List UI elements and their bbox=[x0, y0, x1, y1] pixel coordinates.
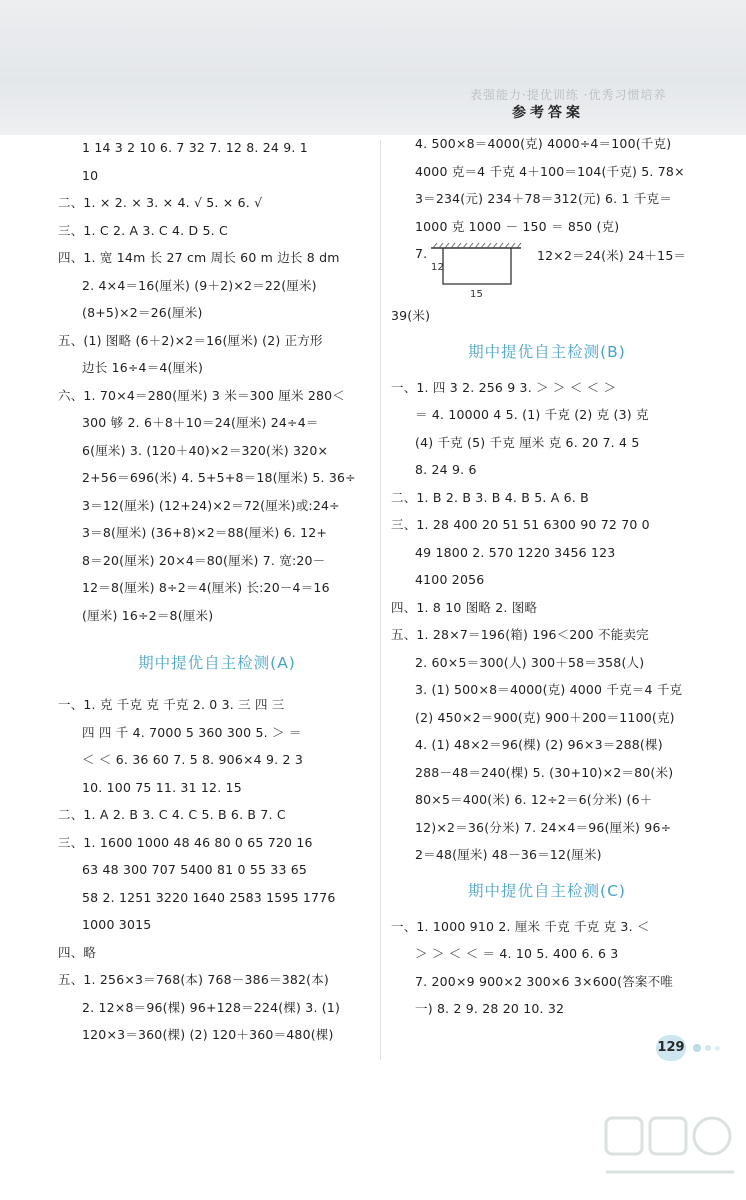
answer-line: (2) 450×2＝900(克) 900＋200＝1100(克) bbox=[415, 709, 675, 725]
answer-line: 边长 16÷4＝4(厘米) bbox=[82, 360, 204, 375]
answer-line: 四、1. 宽 14m 长 27 cm 周长 60 m 边长 8 dm bbox=[58, 250, 340, 265]
answer-line: 3＝234(元) 234＋78＝312(元) 6. 1 千克＝ bbox=[415, 191, 672, 206]
answer-line: 三、1. C 2. A 3. C 4. D 5. C bbox=[58, 222, 228, 238]
answer-line: 49 1800 2. 570 1220 3456 123 bbox=[415, 544, 616, 560]
answer-line: 10 bbox=[82, 167, 99, 183]
answer-line: 63 48 300 707 5400 81 0 55 33 65 bbox=[82, 862, 308, 877]
figure-question-label: 7. bbox=[415, 246, 428, 261]
answer-line: 二、1. B 2. B 3. B 4. B 5. A 6. B bbox=[391, 489, 589, 505]
answer-line: 6(厘米) 3. (120＋40)×2＝320(米) 320× bbox=[82, 442, 329, 458]
answer-line: 2+56＝696(米) 4. 5+5+8＝18(厘米) 5. 36÷ bbox=[82, 470, 356, 485]
answer-line: (厘米) 16÷2＝8(厘米) bbox=[82, 607, 214, 623]
answer-line: 一、1. 克 千克 克 千克 2. 0 3. 三 四 三 bbox=[58, 697, 285, 712]
answer-line: 2＝48(厘米) 48－36＝12(厘米) bbox=[415, 847, 602, 862]
answer-line: 10. 100 75 11. 31 12. 15 bbox=[82, 779, 242, 795]
answer-line: 4. 500×8＝4000(克) 4000÷4＝100(千克) bbox=[415, 136, 672, 151]
answer-line: 三、1. 28 400 20 51 51 6300 90 72 70 0 bbox=[391, 517, 650, 532]
answer-line: 4. (1) 48×2＝96(棵) (2) 96×3＝288(棵) bbox=[415, 737, 663, 752]
decorative-dot bbox=[715, 1046, 720, 1051]
answer-line: 一、1. 四 3 2. 256 9 3. ＞ ＞ ＜ ＜ ＞ bbox=[391, 379, 617, 395]
answer-line: 1000 3015 bbox=[82, 917, 152, 932]
column-divider bbox=[380, 140, 381, 1060]
answer-line: 五、1. 28×7＝196(箱) 196＜200 不能卖完 bbox=[391, 627, 649, 642]
watermark-logo bbox=[600, 1112, 740, 1192]
answer-line: 五、1. 256×3＝768(本) 768－386＝382(本) bbox=[58, 972, 329, 987]
answer-line: 1000 克 1000 － 150 ＝ 850 (克) bbox=[415, 218, 620, 234]
answer-line: 8. 24 9. 6 bbox=[415, 462, 477, 477]
answer-line: 2. 12×8＝96(棵) 96+128＝224(棵) 3. (1) bbox=[82, 999, 341, 1015]
decorative-dot bbox=[693, 1044, 701, 1052]
answer-line: 二、1. A 2. B 3. C 4. C 5. B 6. B 7. C bbox=[58, 807, 286, 822]
answer-line: 一) 8. 2 9. 28 20 10. 32 bbox=[415, 1001, 565, 1016]
answer-line: 3＝12(厘米) (12+24)×2＝72(厘米)或:24÷ bbox=[82, 497, 340, 513]
answer-line: 288－48＝240(棵) 5. (30+10)×2＝80(米) bbox=[415, 764, 674, 780]
answer-line: 三、1. 1600 1000 48 46 80 0 65 720 16 bbox=[58, 834, 313, 850]
answer-line: ＝ 4. 10000 4 5. (1) 千克 (2) 克 (3) 克 bbox=[415, 407, 649, 422]
section-b-answer-lines bbox=[391, 374, 703, 869]
fence-rectangle-diagram bbox=[425, 240, 535, 302]
answer-line: 2. 4×4＝16(厘米) (9＋2)×2＝22(厘米) bbox=[82, 277, 317, 293]
answer-line: (8+5)×2＝26(厘米) bbox=[82, 305, 203, 320]
answer-line: 四、略 bbox=[58, 944, 97, 960]
answer-line: 2. 60×5＝300(人) 300＋58＝358(人) bbox=[415, 654, 645, 670]
answer-line: 80×5＝400(米) 6. 12÷2＝6(分米) (6＋ bbox=[415, 792, 653, 807]
section-title-b: 期中提优自主检测(B) bbox=[468, 342, 626, 361]
answer-line: 300 够 2. 6＋8＋10＝24(厘米) 24÷4＝ bbox=[82, 415, 319, 430]
page-number-badge: 129 bbox=[656, 1035, 686, 1061]
section-c-answer-lines bbox=[391, 913, 703, 1023]
answer-line: 58 2. 1251 3220 1640 2583 1595 1776 bbox=[82, 889, 336, 905]
answer-line: 3. (1) 500×8＝4000(克) 4000 千克＝4 千克 bbox=[415, 682, 683, 697]
left-column bbox=[58, 134, 376, 1049]
fence-figure-row bbox=[391, 240, 703, 302]
answer-line: 12＝8(厘米) 8÷2＝4(厘米) 长:20－4＝16 bbox=[82, 580, 330, 595]
header-band bbox=[0, 0, 746, 135]
section-title-a: 期中提优自主检测(A) bbox=[138, 654, 296, 672]
answer-line: ＜ ＜ 6. 36 60 7. 5 8. 906×4 9. 2 3 bbox=[82, 752, 303, 767]
section-a-answer-lines bbox=[58, 691, 376, 1049]
answer-line: 二、1. × 2. × 3. × 4. √ 5. × 6. √ bbox=[58, 195, 263, 210]
header-series-text: 表强能力·提优训练 ·优秀习惯培养 bbox=[470, 88, 667, 102]
fence-side-label: 12 bbox=[431, 262, 445, 273]
answer-line: 39(米) bbox=[391, 308, 431, 323]
page-title: 参考答案 bbox=[512, 105, 584, 121]
answer-line: 3＝8(厘米) (36+8)×2＝88(厘米) 6. 12+ bbox=[82, 525, 328, 540]
answer-line: ＞ ＞ ＜ ＜ ＝ 4. 10 5. 400 6. 6 3 bbox=[415, 946, 619, 961]
answer-line: 8＝20(厘米) 20×4＝80(厘米) 7. 宽:20－ bbox=[82, 552, 326, 568]
answer-line: 12)×2＝36(分米) 7. 24×4＝96(厘米) 96÷ bbox=[415, 819, 672, 835]
fence-bottom-label: 15 bbox=[470, 289, 484, 300]
answer-line: 1 14 3 2 10 6. 7 32 7. 12 8. 24 9. 1 bbox=[82, 140, 308, 155]
answer-line: 一、1. 1000 910 2. 厘米 千克 千克 克 3. ＜ bbox=[391, 918, 650, 934]
answer-line: 7. 200×9 900×2 300×6 3×600(答案不唯 bbox=[415, 973, 674, 989]
section-title-c: 期中提优自主检测(C) bbox=[468, 881, 626, 900]
answer-line: (4) 千克 (5) 千克 厘米 克 6. 20 7. 4 5 bbox=[415, 434, 640, 450]
answer-line: 120×3＝360(棵) (2) 120＋360＝480(棵) bbox=[82, 1027, 334, 1042]
decorative-dot bbox=[705, 1045, 711, 1051]
answer-line: 四、1. 8 10 图略 2. 图略 bbox=[391, 599, 538, 615]
answer-line: 4000 克＝4 千克 4＋100＝104(千克) 5. 78× bbox=[415, 163, 685, 179]
answer-line: 六、1. 70×4＝280(厘米) 3 米＝300 厘米 280＜ bbox=[58, 387, 346, 403]
right-column bbox=[391, 130, 703, 1023]
figure-calculation: 12×2＝24(米) 24＋15＝ bbox=[537, 248, 687, 263]
answer-line: 四 四 千 4. 7000 5 360 300 5. ＞ ＝ bbox=[82, 724, 302, 740]
answer-line: 五、(1) 图略 (6＋2)×2＝16(厘米) (2) 正方形 bbox=[58, 332, 323, 348]
right-top-answer-lines bbox=[391, 130, 703, 240]
fence-outline bbox=[443, 248, 511, 284]
left-answer-lines bbox=[58, 134, 376, 629]
answer-line: 4100 2056 bbox=[415, 572, 485, 587]
